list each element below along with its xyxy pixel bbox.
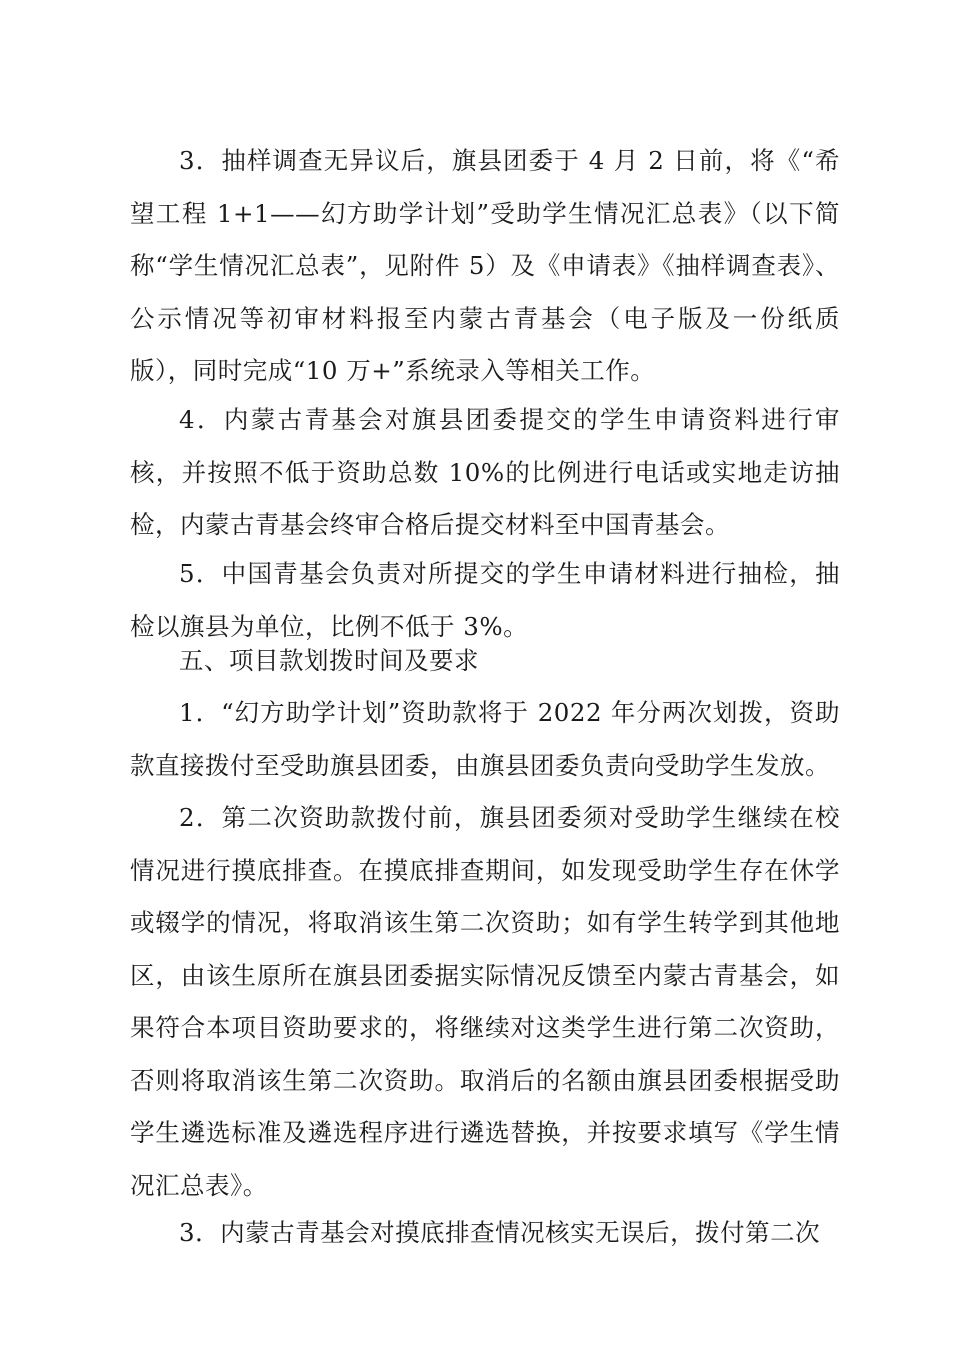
paragraph-provincial-review: 4．内蒙古青基会对旗县团委提交的学生申请资料进行审核，并按照不低于资助总数 10%的比例进行电话或实地走访抽检，内蒙古青基会终审合格后提交材料至中国青基会。 (130, 405, 840, 539)
paragraph-funding-schedule: 1．“幻方助学计划”资助款将于 2022 年分两次划拨，资助款直接拨付至受助旗县团委，由旗县团委负责向受助学生发放。 (130, 698, 840, 780)
paragraph-second-payment-release: 3．内蒙古青基会对摸底排查情况核实无误后，拨付第二次 (179, 1218, 821, 1247)
paragraph-national-spot-check: 5．中国青基会负责对所提交的学生申请材料进行抽检，抽检以旗县为单位，比例不低于 3%。 (130, 559, 840, 641)
paragraph-second-payment-check: 2．第二次资助款拨付前，旗县团委须对受助学生继续在校情况进行摸底排查。在摸底排查期间，如发现受助学生存在休学或辍学的情况，将取消该生第二次资助；如有学生转学到其他地区，由该生原所在旗县团委据实际情况反馈至内蒙古青基会，如果符合本项目资助要求的，将继续对这类学生进行第二次资助，否则将取消该生第二次资助。取消后的名额由旗县团委根据受助学生遴选标准及遴选程序进行遴选替换，并按要求填写《学生情况汇总表》。 (130, 803, 840, 1200)
paragraph-sampling-review: 3．抽样调查无异议后，旗县团委于 4 月 2 日前，将《“希望工程 1+1——幻方助学计划”受助学生情况汇总表》（以下简称“学生情况汇总表”，见附件 5）及《申请表》《抽样调查表》、公示情况等初审材料报至内蒙古青基会（电子版及一份纸质版），同时完成“10 万+”系统录入等相关工作。 (130, 146, 840, 385)
section-heading-funding: 五、项目款划拨时间及要求 (179, 646, 479, 675)
